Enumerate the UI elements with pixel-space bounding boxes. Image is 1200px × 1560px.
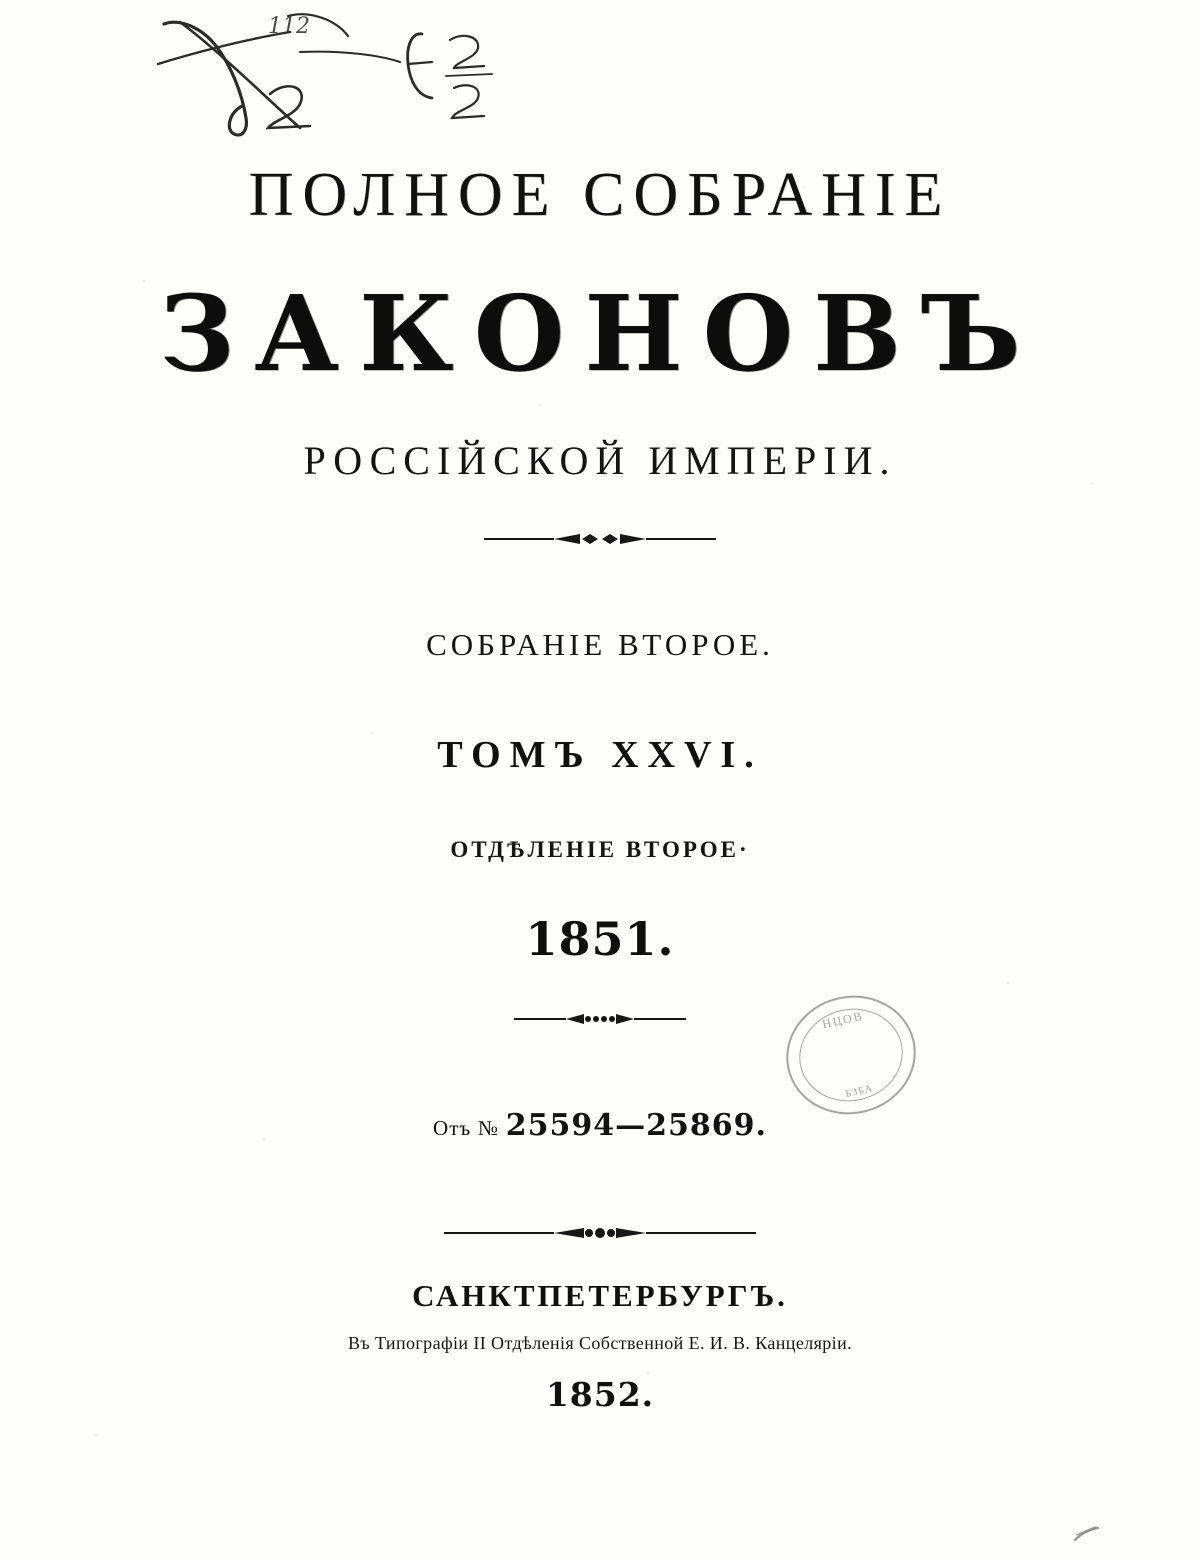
part-label: ОТДѢЛЕНІЕ ВТОРОЕ· [450, 837, 750, 862]
collection-label: СОБРАНІЕ ВТОРОЕ. [426, 627, 774, 662]
stamp-top-text: НЦОВ [820, 1008, 865, 1032]
imprint-press: Въ Типографіи II Отдѣленія Собственной Е. И. В. Канцеляріи. [347, 1333, 853, 1353]
imprint-city: САНКТПЕТЕРБУРГЪ. [412, 1278, 788, 1313]
stamp-bottom-text: БЗБА [844, 1083, 875, 1101]
handwriting-strokes-icon [150, 6, 610, 146]
numero-sign: № [477, 1116, 500, 1140]
page-title-line-2: ЗАКОНОВЪ [159, 272, 1041, 395]
page-title-line-3: РОССІЙСКОЙ ИМПЕРІИ. [303, 438, 897, 483]
page-title-line-1: ПОЛНОЕ СОБРАНІЕ [248, 161, 952, 229]
act-number-range [0, 1108, 1200, 1143]
library-stamp [774, 983, 927, 1127]
handwritten-annotation [150, 6, 610, 146]
ornament-divider-1 [0, 534, 1200, 544]
ornament-divider-2 [0, 1014, 1200, 1024]
corner-pencil-mark-icon [1074, 1526, 1100, 1542]
imprint-year: 1852. [545, 1375, 655, 1414]
range-numbers: 25594—25869. [505, 1108, 767, 1143]
range-prefix: Отъ [433, 1116, 472, 1140]
annotation-number-1: 112 [268, 14, 310, 39]
laws-year: 1851. [525, 912, 675, 966]
ornament-divider-3 [0, 1228, 1200, 1238]
volume-label: ТОМЪ XXVI. [437, 734, 763, 776]
